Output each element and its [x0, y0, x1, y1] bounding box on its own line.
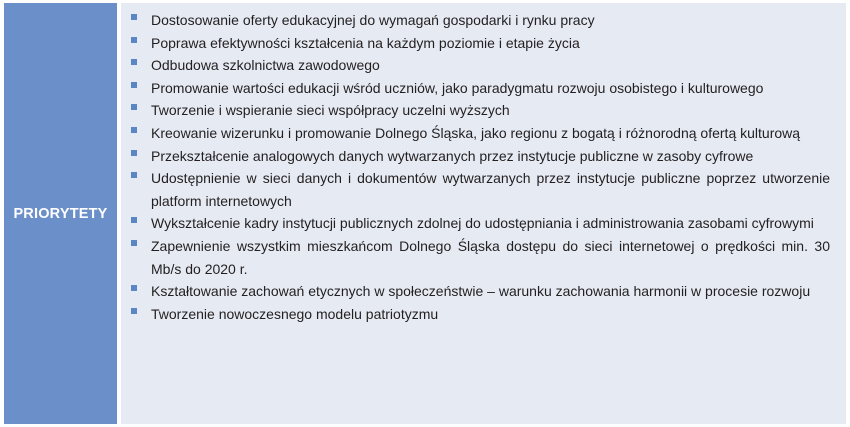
list-item [131, 122, 830, 145]
bullet-square-icon [131, 308, 137, 314]
list-item-text: Przekształcenie analogowych danych wytwarzanych przez instytucje publiczne w zasoby cyfrowe [151, 147, 754, 164]
list-item-text: Zapewnienie wszystkim mieszkańcom Dolnego Śląska dostępu do sieci internetowej o prędkości min. 30 Mb/s do 2020 r. [151, 237, 830, 277]
list-item-text: Udostępnienie w sieci danych i dokumentów wytwarzanych przez instytucje publiczne poprzez utworzenie platform internetowych [151, 170, 830, 209]
priorities-table [4, 3, 846, 424]
priorities-label-cell [4, 3, 117, 424]
priorities-label: PRIORYTETY [13, 205, 108, 222]
bullet-square-icon [131, 14, 137, 20]
list-item [131, 9, 830, 32]
list-item-text: Tworzenie i wspieranie sieci współpracy uczelni wyższych [151, 102, 510, 119]
bullet-square-icon [131, 127, 137, 133]
bullet-square-icon [131, 82, 137, 88]
bullet-square-icon [131, 104, 137, 110]
list-item-text: Odbudowa szkolnictwa zawodowego [151, 57, 380, 74]
bullet-square-icon [131, 59, 137, 65]
bullet-square-icon [131, 217, 137, 223]
list-item [131, 280, 830, 303]
bullet-square-icon [131, 240, 137, 246]
list-item [131, 77, 830, 100]
list-item [131, 32, 830, 55]
list-item [131, 212, 830, 235]
bullet-square-icon [131, 37, 137, 43]
list-item [131, 167, 830, 212]
bullet-square-icon [131, 150, 137, 156]
priorities-list [131, 9, 830, 325]
list-item-text: Kreowanie wizerunku i promowanie Dolnego Śląska, jako regionu z bogatą i różnorodną ofertą kulturową [151, 124, 801, 141]
bullet-square-icon [131, 172, 137, 178]
list-item-text: Wykształcenie kadry instytucji publicznych zdolnej do udostępniania i administrowania zasobami cyfrowymi [151, 215, 814, 232]
list-item [131, 235, 830, 280]
list-item [131, 145, 830, 168]
list-item-text: Poprawa efektywności kształcenia na każdym poziomie i etapie życia [151, 34, 580, 51]
list-item-text: Promowanie wartości edukacji wśród uczniów, jako paradygmatu rozwoju osobistego i kulturowego [151, 79, 764, 96]
bullet-square-icon [131, 285, 137, 291]
list-item [131, 303, 830, 326]
list-item-text: Kształtowanie zachowań etycznych w społeczeństwie – warunku zachowania harmonii w procesie rozwoju [151, 283, 811, 300]
priorities-content-cell [121, 3, 846, 424]
list-item-text: Dostosowanie oferty edukacyjnej do wymagań gospodarki i rynku pracy [151, 12, 595, 28]
list-item [131, 99, 830, 122]
list-item-text: Tworzenie nowoczesnego modelu patriotyzmu [151, 305, 439, 322]
list-item [131, 54, 830, 77]
